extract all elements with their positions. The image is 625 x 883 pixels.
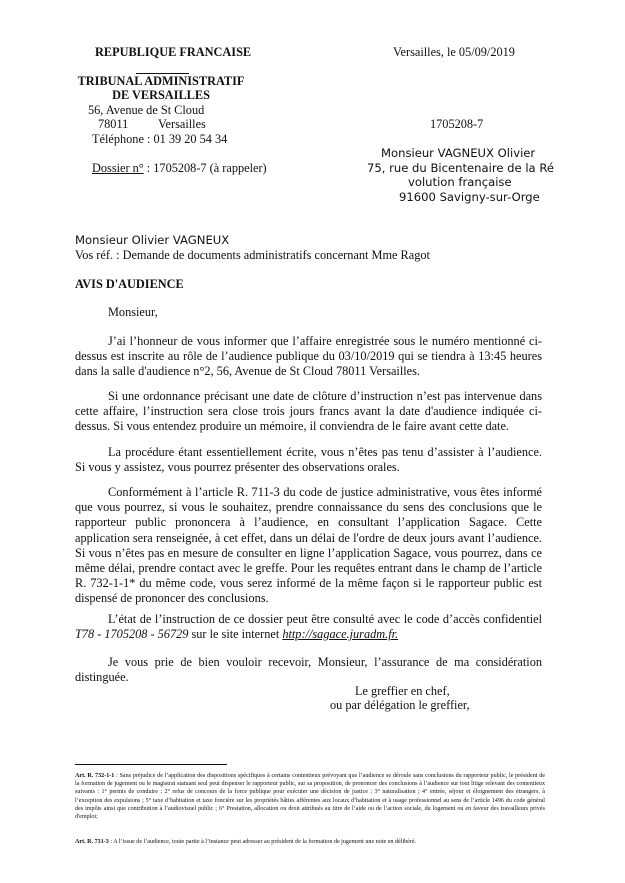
paragraph-instruction-close: [75, 389, 542, 435]
signature-line1: Le greffier en chef,: [355, 684, 450, 698]
access-text-middle: sur le site internet: [188, 627, 283, 642]
recipient-address-line1: 75, rue du Bicentenaire de la Ré: [367, 161, 555, 175]
court-name-line1: TRIBUNAL ADMINISTRATIF: [77, 74, 245, 88]
paragraph-hearing-date: [75, 334, 542, 380]
paragraph-text: J’ai l’honneur de vous informer que l’affaire enregistrée sous le numéro mentionné ci-dessus est inscrite au rôle de l’audience publique du 03/10/2019 qui se tiendra à 13:45 heures dans la salle d'audience n°2, 56, Avenue de St Cloud 78011 Versailles.: [75, 334, 542, 379]
salutation: Monsieur,: [108, 305, 158, 319]
paragraph-sagace: [75, 485, 542, 607]
addressee-name: Monsieur Olivier VAGNEUX: [75, 233, 230, 247]
dossier-number: [92, 161, 267, 176]
recipient-address-line2: volution française: [408, 175, 512, 189]
document-title: AVIS D'AUDIENCE: [75, 277, 184, 291]
court-city: Versailles: [158, 117, 206, 131]
footnote-r732-1-1: [75, 772, 545, 821]
footnote-r731-3: [75, 838, 545, 846]
dossier-value: : 1705208-7 (à rappeler): [143, 161, 267, 175]
paragraph-text: [75, 612, 542, 642]
recipient-name: Monsieur VAGNEUX Olivier: [381, 146, 536, 160]
dossier-label: Dossier n°: [92, 161, 144, 175]
paragraph-text: Je vous prie de bien vouloir recevoir, Monsieur, l’assurance de ma considération distinguée.: [75, 655, 542, 685]
place-date: Versailles, le 05/09/2019: [393, 45, 515, 59]
footnote-text: : Sans préjudice de l’application des dispositions spécifiques à certains contentieux prévoyant que l’audience se déroule sans conclusions du rapporteur public, le président de la formation de jugement ou le magistrat statuant seul peut dispenser le rapporteur public, sur sa proposition, de prononcer des conclusions à l’audience sur tout litige relevant des contentieux suivants : 1° permis de conduire ; 2° refus de concours de la force publique pour exécuter une décision de justice ; 3° naturalisation ; 4° entrée, séjour et éloignement des étrangers, à l’exception des expulsions ; 5° taxe d’habitation et taxe foncière sur les propriétés bâties afférentes aux locaux d’habitation et à usage professionnel au sens de l’article 1496 du code général des impôts ainsi que contribution à l’audiovisuel public ; 6° Prestation, allocation ou droit attribués au titre de l’aide ou de l’action sociale, du logement ou en faveur des travailleurs privés d'emploi;: [75, 773, 545, 821]
footnote-text: : A l’issue de l’audience, toute partie à l’instance peut adresser au président de la formation de jugement une note en délibéré.: [108, 839, 417, 845]
paragraph-access-code: [75, 612, 542, 642]
paragraph-written-procedure: [75, 445, 542, 475]
paragraph-closing: [75, 655, 542, 685]
access-code: T78 - 1705208 - 56729: [75, 627, 189, 642]
paragraph-text: Conformément à l’article R. 711-3 du code de justice administrative, vous êtes informé que vous pourrez, si vous le souhaitez, prendre connaissance du sens des conclusions que le rapporteur public prononcera à l’audience, en consultant l’application Sagace. Cette application sera renseignée, à cet effet, dans un délai de l'ordre de deux jours avant l’audience. Si vous n’êtes pas en mesure de consulter en ligne l’application Sagace, vous pourrez, dans ce même délai, prendre contact avec le greffe. Pour les requêtes entrant dans le champ de l’article R. 732-1-1* du même code, vous serez informé de la même façon si le rapporteur public est dispensé de prononcer des conclusions.: [75, 485, 542, 606]
paragraph-text: La procédure étant essentiellement écrite, vous n’êtes pas tenu d’assister à l’audience. Si vous y assistez, vous pourrez présenter des observations orales.: [75, 445, 542, 475]
court-address-street: 56, Avenue de St Cloud: [88, 103, 205, 117]
court-phone: Téléphone : 01 39 20 54 34: [92, 132, 228, 146]
republic-heading: REPUBLIQUE FRANCAISE: [95, 45, 252, 59]
access-text-before: L’état de l’instruction de ce dossier peut être consulté avec le code d’accès confidentiel: [108, 612, 542, 626]
footnote-label: Art. R. 731-3: [75, 839, 109, 845]
court-postcode: 78011: [98, 117, 129, 131]
signature-line2: ou par délégation le greffier,: [330, 698, 470, 712]
footnote-label: Art. R. 732-1-1: [75, 773, 115, 779]
paragraph-text: Si une ordonnance précisant une date de clôture d’instruction n’est pas intervenue dans cette affaire, l’instruction sera close trois jours francs avant la date d'audience indiquée ci-dessus. Si vous entendez produire un mémoire, il conviendra de le faire avant cette date.: [75, 389, 542, 434]
recipient-address-line3: 91600 Savigny-sur-Orge: [399, 190, 540, 204]
your-reference: Vos réf. : Demande de documents administratifs concernant Mme Ragot: [75, 248, 430, 262]
sagace-link[interactable]: http://sagace.juradm.fr.: [282, 627, 399, 642]
court-name-line2: DE VERSAILLES: [112, 88, 210, 102]
footnote-separator: [75, 764, 227, 765]
case-reference: 1705208-7: [430, 117, 484, 131]
